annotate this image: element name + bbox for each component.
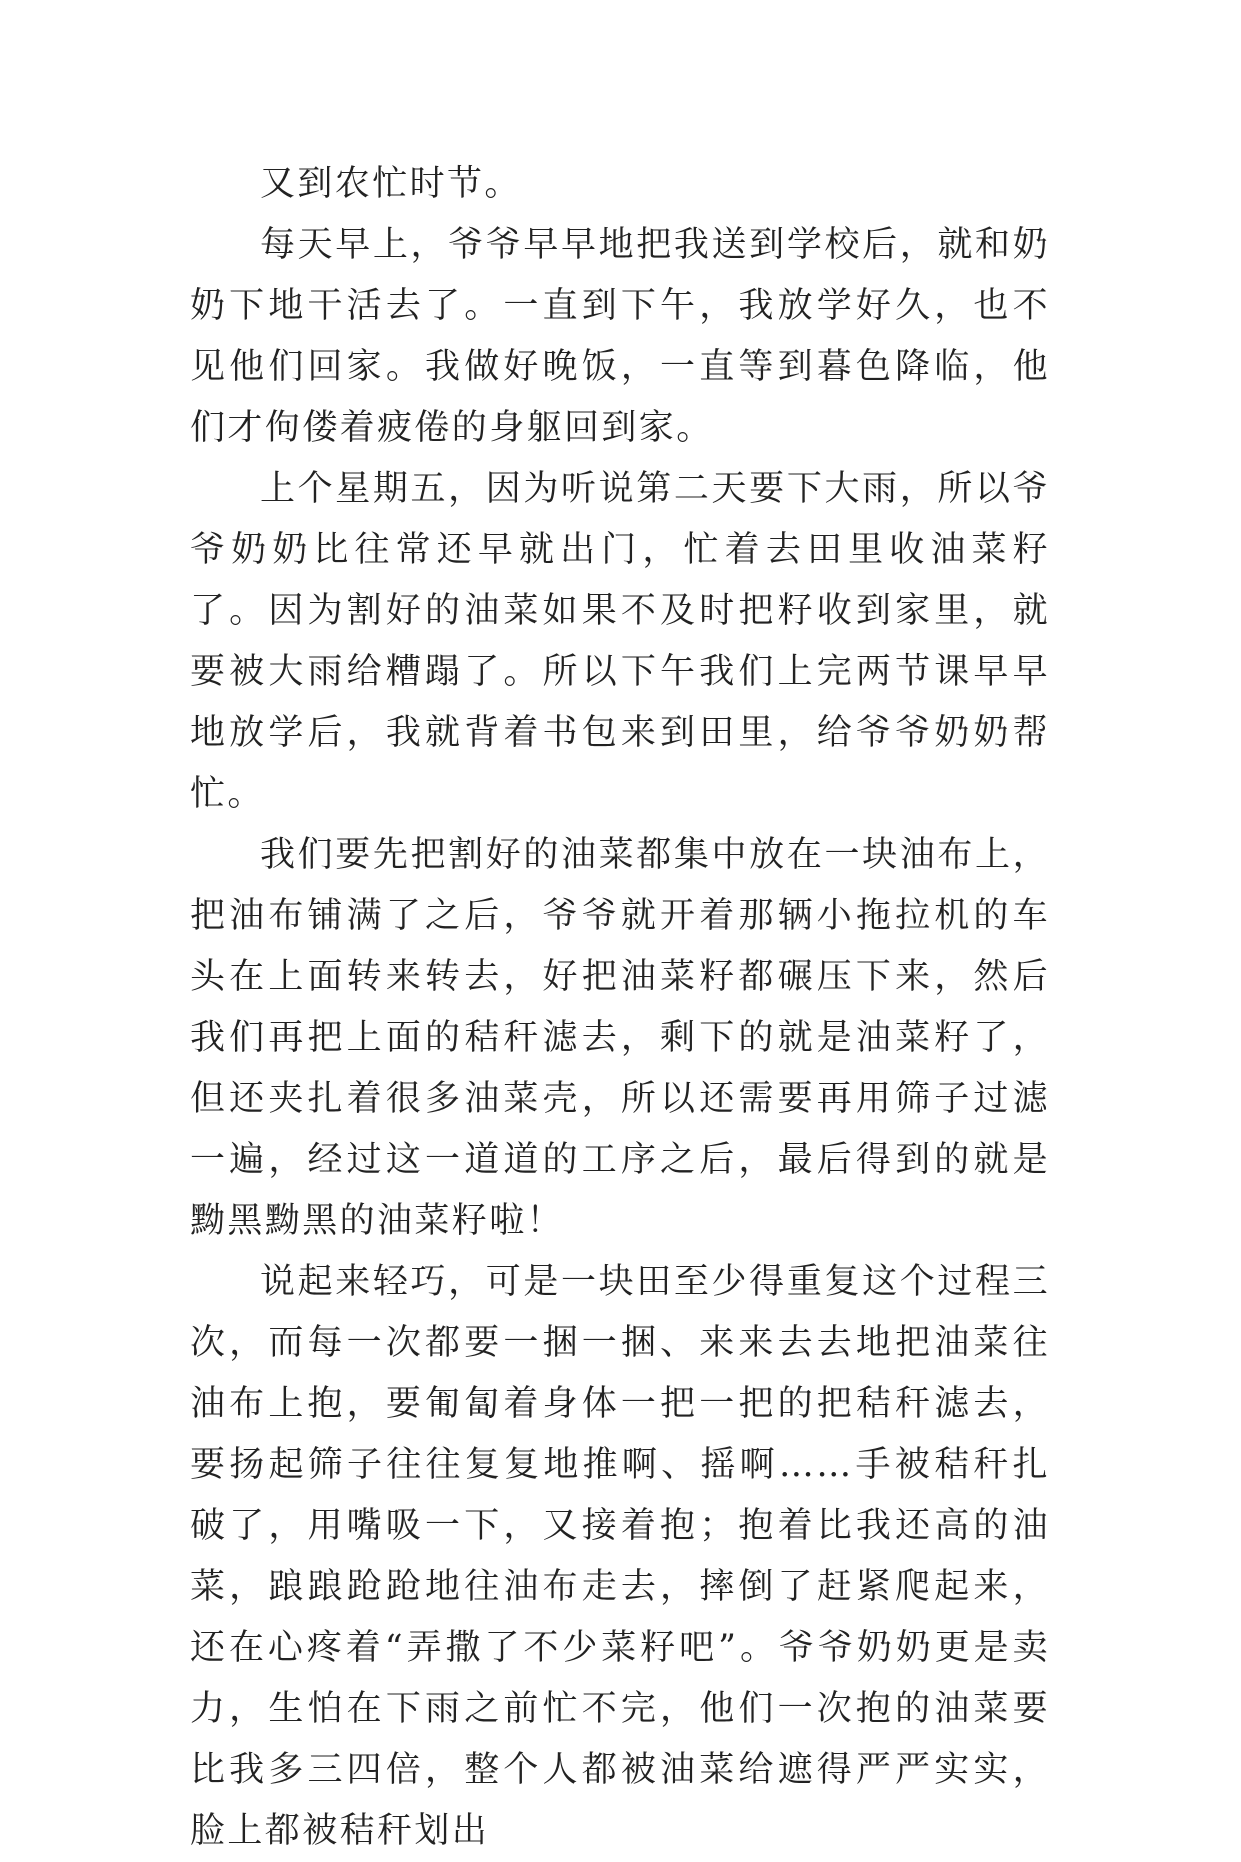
paragraph: 又到农忙时节。 <box>260 164 522 204</box>
paragraph: 我们要先把割好的油菜都集中放在一块油布上，把油布铺满了之后，爷爷就开着那辆小拖拉机的车头在上面转来转去，好把油菜籽都碾压下来，然后我们再把上面的秸秆滤去，剩下的就是油菜籽了，但还夹扎着很多油菜壳，所以还需要再用筛子过滤一遍，经过这一道道的工序之后，最后得到的就是黝黑黝黑的油菜籽啦！ <box>190 835 1050 1241</box>
paragraph: 上个星期五，因为听说第二天要下大雨，所以爷爷奶奶比往常还早就出门，忙着去田里收油菜籽了。因为割好的油菜如果不及时把籽收到家里，就要被大雨给糟蹋了。所以下午我们上完两节课早早地放学后，我就背着书包来到田里，给爷爷奶奶帮忙。 <box>190 469 1050 814</box>
paragraph: 每天早上，爷爷早早地把我送到学校后，就和奶奶下地干活去了。一直到下午，我放学好久，也不见他们回家。我做好晚饭，一直等到暮色降临，他们才佝偻着疲倦的身躯回到家。 <box>190 225 1050 448</box>
paragraph: 说起来轻巧，可是一块田至少得重复这个过程三次，而每一次都要一捆一捆、来来去去地把油菜往油布上抱，要匍匐着身体一把一把的把秸秆滤去，要扬起筛子往往复复地推啊、摇啊……手被秸秆扎破了，用嘴吸一下，又接着抱；抱着比我还高的油菜，踉踉跄跄地往油布走去，摔倒了赶紧爬起来，还在心疼着“弄撒了不少菜籽吧”。爷爷奶奶更是卖力，生怕在下雨之前忙不完，他们一次抱的油菜要比我多三四倍，整个人都被油菜给遮得严严实实，脸上都被秸秆划出 <box>190 1262 1050 1851</box>
body-text <box>190 154 1050 1862</box>
